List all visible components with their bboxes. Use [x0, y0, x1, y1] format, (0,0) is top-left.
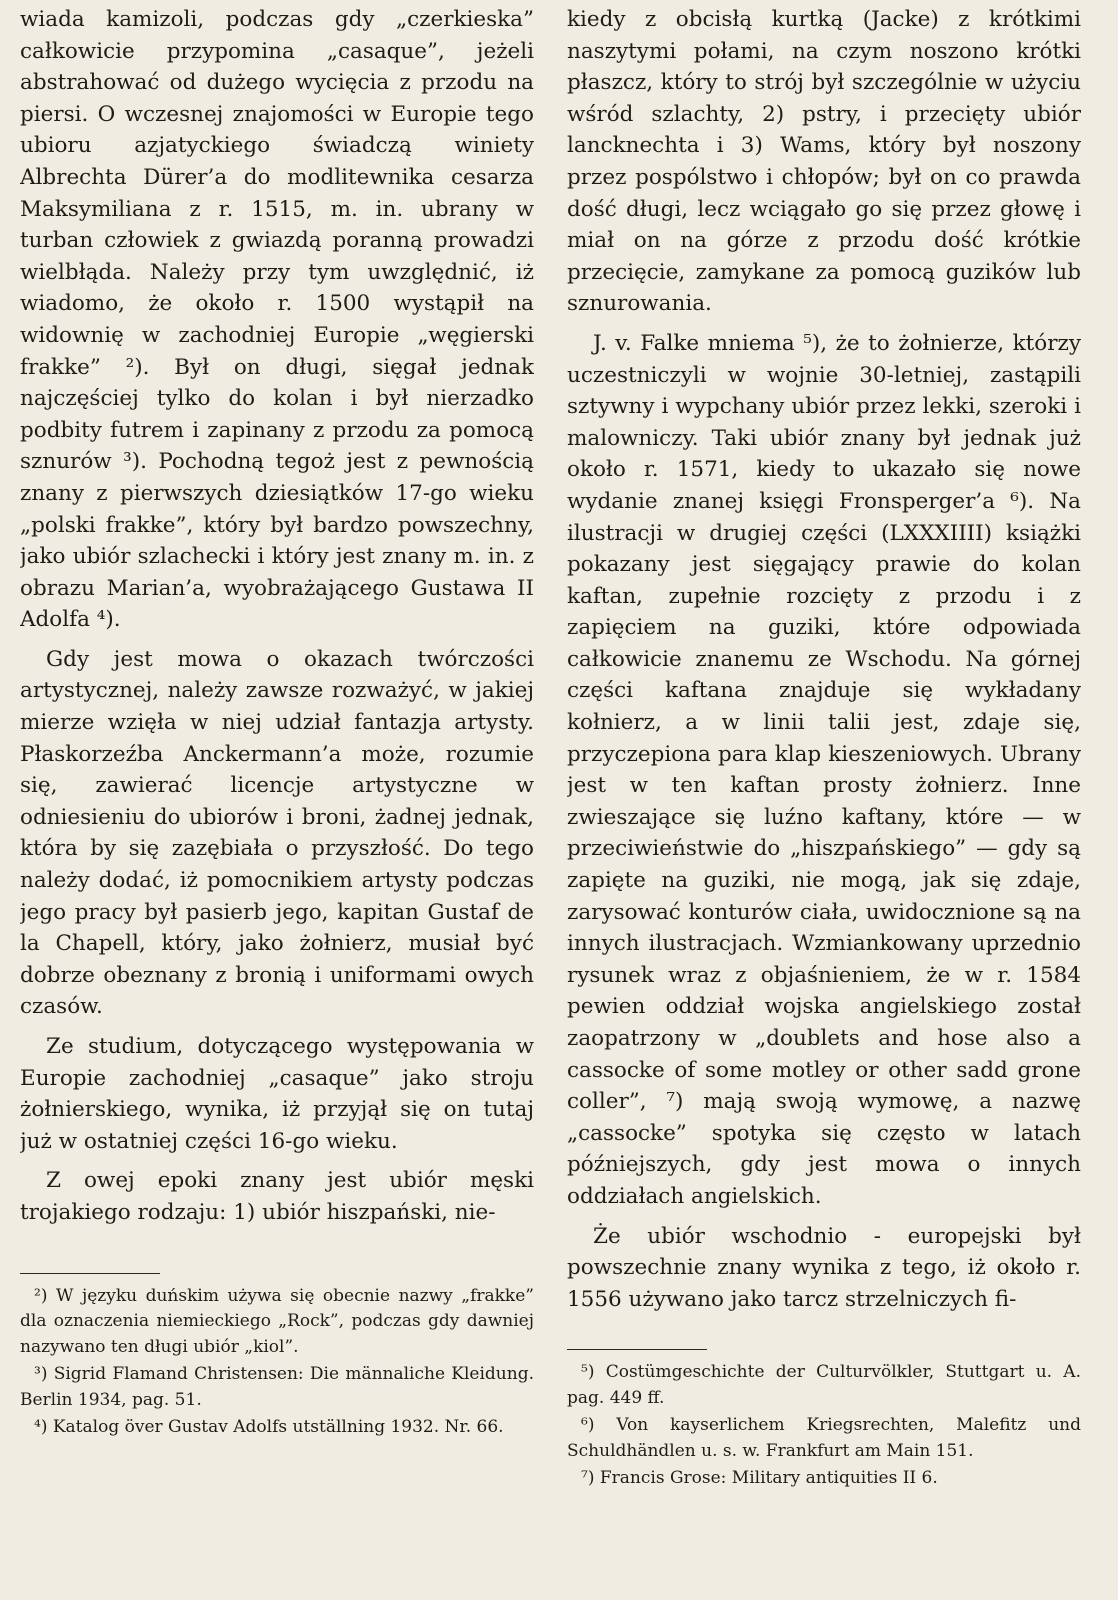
body-paragraph: Z owej epoki znany jest ubiór męski trojakiego rodzaju: 1) ubiór hiszpański, nie- [20, 1168, 534, 1225]
body-paragraph: wiada kamizoli, podczas gdy „czerkieska” całkowicie przypomina „casaque”, jeżeli abstrahować od dużego wycięcia z przodu na piersi. O wczesnej znajomości w Europie tego ubioru azjatyckiego świadczą winiety Albrechta Dürer’a do modlitewnika cesarza Maksymiliana z r. 1515, m. in. ubrany w turban człowiek z gwiazdą poranną prowadzi wielbłąda. Należy przy tym uwzględnić, iż wiadomo, że około r. 1500 wystąpił na widownię w zachodniej Europie „węgierski frakke” ²). Był on długi, sięgał jednak najczęściej tylko do kolan i był nierzadko podbity futrem i zapinany z przodu za pomocą sznurów ³). Pochodną tegoż jest z pewnością znany z pierwszych dziesiątków 17-go wieku „polski frakke”, który był bardzo powszechny, jako ubiór szlachecki i który jest znany m. in. z obrazu Marian’a, wyobrażającego Gustawa II Adolfa ⁴). [20, 7, 534, 633]
footnote: ⁶) Von kayserlichem Kriegsrechten, Malefitz und Schuldhändlen u. s. w. Frankfurt am Main 151. [567, 1415, 1081, 1461]
footnote: ⁵) Costümgeschichte der Culturvölkler, Stuttgart u. A. pag. 449 ff. [567, 1362, 1081, 1408]
body-paragraph: kiedy z obcisłą kurtką (Jacke) z krótkimi naszytymi połami, na czym noszono krótki płaszcz, który to strój był szczególnie w użyciu wśród szlachty, 2) pstry, i przecięty ubiór lancknechta i 3) Wams, który był noszony przez pospólstwo i chłopów; był on co prawda dość długi, lecz wciągało go się przez głowę i miał on na górze z przodu dość krótkie przecięcie, zamykane za pomocą guzików lub sznurowania. [567, 7, 1081, 317]
body-paragraph: J. v. Falke mniema ⁵), że to żołnierze, którzy uczestniczyli w wojnie 30-letniej, zastąpili sztywny i wypchany ubiór przez lekki, szeroki i malowniczy. Taki ubiór znany był jednak już około r. 1571, kiedy to ukazało się nowe wydanie znanej księgi Fronsperger’a ⁶). Na ilustracji w drugiej części (LXXXIIII) książki pokazany jest sięgający prawie do kolan kaftan, zupełnie rozcięty z przodu i z zapięciem na guziki, które odpowiada całkowicie znanemu ze Wschodu. Na górnej części kaftana znajduje się wykładany kołnierz, a w linii talii jest, zdaje się, przyczepiona para klap kieszeniowych. Ubrany jest w ten kaftan prosty żołnierz. Inne zwieszające się luźno kaftany, które — w przeciwieństwie do „hiszpańskiego” — gdy są zapięte na guziki, nie mogą, jak się zdaje, zarysować konturów ciała, uwidocznione są na innych ilustracjach. Wzmiankowany uprzednio rysunek wraz z objaśnieniem, że w r. 1584 pewien oddział wojska angielskiego został zaopatrzony w „doublets and hose also a cassocke of some motley or other sadd grone coller”, ⁷) mają swoją wymowę, a nazwę „cassocke” spotyka się często w latach późniejszych, gdy jest mowa o innych oddziałach angielskich. [567, 330, 1081, 1209]
footnote-divider [567, 1349, 707, 1350]
footnote: ²) W języku duńskim używa się obecnie nazwy „frakke” dla oznaczenia niemieckiego „Rock”, podczas gdy dawniej nazywano ten długi ubiór „kiol”. [20, 1285, 534, 1357]
body-paragraph: Ze studium, dotyczącego występowania w Europie zachodniej „casaque” jako stroju żołnierskiego, wynika, iż przyjął się on tutaj już w ostatniej części 16-go wieku. [20, 1034, 534, 1154]
footnote: ⁷) Francis Grose: Military antiquities II 6. [581, 1468, 938, 1489]
right-column [567, 4, 1081, 1594]
footnote: ³) Sigrid Flamand Christensen: Die männaliche Kleidung. Berlin 1934, pag. 51. [20, 1364, 534, 1410]
body-paragraph: Że ubiór wschodnio - europejski był powszechnie znany wynika z tego, iż około r. 1556 używano jako tarcz strzelniczych fi- [567, 1223, 1081, 1312]
left-column [20, 4, 534, 1594]
body-paragraph: Gdy jest mowa o okazach twórczości artystycznej, należy zawsze rozważyć, w jakiej mierze wzięła w niej udział fantazja artysty. Płaskorzeźba Anckermann’a może, rozumie się, zawierać licencje artystyczne w odniesieniu do ubiorów i broni, żadnej jednak, która by się zazębiała o przyszłość. Do tego należy dodać, iż pomocnikiem artysty podczas jego pracy był pasierb jego, kapitan Gustaf de la Chapell, który, jako żołnierz, musiał być dobrze obeznany z bronią i uniformami owych czasów. [20, 646, 534, 1020]
footnote: ⁴) Katalog över Gustav Adolfs utställning 1932. Nr. 66. [34, 1417, 504, 1438]
footnote-divider [20, 1273, 160, 1274]
